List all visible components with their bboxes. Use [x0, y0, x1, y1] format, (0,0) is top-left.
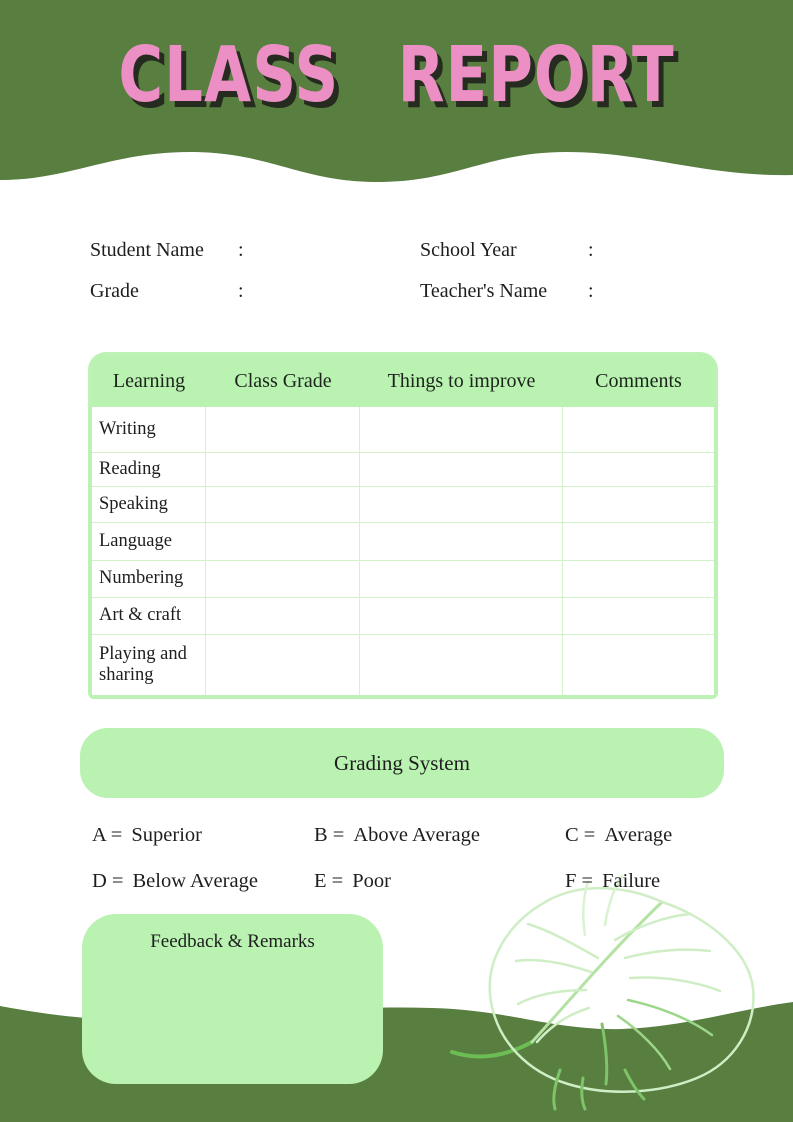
teacher-name-label: Teacher's Name — [420, 280, 548, 302]
legend-key: C = — [565, 824, 596, 846]
row-label: Language — [92, 523, 206, 561]
row-label: Writing — [92, 407, 206, 453]
grades-table — [88, 352, 718, 699]
grade-label: Grade — [90, 280, 139, 302]
grade-row — [90, 275, 400, 301]
comments-cell[interactable] — [563, 598, 714, 635]
legend-value: Superior — [131, 824, 202, 846]
legend-item-b — [314, 824, 480, 847]
legend-item-a — [92, 824, 202, 847]
comments-cell[interactable] — [563, 523, 714, 561]
legend-value: Above Average — [353, 824, 480, 846]
legend-value: Poor — [352, 870, 391, 892]
class-grade-cell[interactable] — [206, 453, 360, 487]
row-label: Speaking — [92, 487, 206, 523]
student-name-value[interactable] — [252, 234, 400, 256]
feedback-content-area[interactable] — [92, 960, 373, 1074]
class-grade-cell[interactable] — [206, 407, 360, 453]
legend-key: D = — [92, 870, 124, 892]
comments-cell[interactable] — [563, 487, 714, 523]
things-to-improve-cell[interactable] — [360, 598, 563, 635]
grading-legend — [92, 824, 752, 916]
row-label: Numbering — [92, 561, 206, 598]
row-label: Playing and sharing — [92, 635, 206, 695]
feedback-title: Feedback & Remarks — [150, 931, 315, 952]
legend-value: Average — [604, 824, 673, 846]
things-to-improve-cell[interactable] — [360, 487, 563, 523]
comments-cell[interactable] — [563, 407, 714, 453]
school-year-label: School Year — [420, 239, 517, 261]
things-to-improve-cell[interactable] — [360, 561, 563, 598]
column-header-comments: Comments — [595, 370, 682, 392]
legend-key: B = — [314, 824, 345, 846]
legend-row-1 — [92, 824, 752, 870]
grades-table-body — [92, 407, 714, 695]
colon: : — [238, 280, 244, 302]
legend-value: Failure — [602, 870, 661, 892]
column-header-learning: Learning — [112, 370, 186, 392]
school-year-value[interactable] — [602, 234, 750, 256]
class-grade-cell[interactable] — [206, 635, 360, 695]
legend-item-d — [92, 870, 258, 893]
things-to-improve-cell[interactable] — [360, 453, 563, 487]
grading-system-title: Grading System — [334, 750, 470, 775]
comments-cell[interactable] — [563, 453, 714, 487]
grading-system-banner — [80, 728, 724, 798]
row-label: Reading — [92, 453, 206, 487]
class-grade-cell[interactable] — [206, 523, 360, 561]
class-grade-cell[interactable] — [206, 487, 360, 523]
things-to-improve-cell[interactable] — [360, 635, 563, 695]
legend-value: Below Average — [132, 870, 258, 892]
feedback-box — [82, 914, 383, 1084]
student-name-label: Student Name — [90, 239, 204, 261]
student-name-row — [90, 234, 400, 260]
legend-row-2 — [92, 870, 752, 916]
legend-item-e — [314, 870, 391, 893]
colon: : — [588, 280, 594, 302]
column-header-things-to-improve: Things to improve — [387, 370, 536, 392]
class-grade-cell[interactable] — [206, 561, 360, 598]
grade-value[interactable] — [252, 275, 400, 297]
page-title: CLASS REPORT — [118, 30, 675, 120]
legend-key: A = — [92, 824, 123, 846]
comments-cell[interactable] — [563, 561, 714, 598]
things-to-improve-cell[interactable] — [360, 407, 563, 453]
things-to-improve-cell[interactable] — [360, 523, 563, 561]
legend-key: E = — [314, 870, 344, 892]
grades-table-header — [92, 356, 714, 407]
student-info-right — [420, 234, 750, 316]
row-label: Art & craft — [92, 598, 206, 635]
teacher-name-value[interactable] — [602, 275, 750, 297]
column-header-class-grade: Class Grade — [234, 370, 332, 392]
teacher-name-row — [420, 275, 750, 301]
class-grade-cell[interactable] — [206, 598, 360, 635]
school-year-row — [420, 234, 750, 260]
legend-item-c — [565, 824, 672, 847]
colon: : — [588, 239, 594, 261]
legend-item-f — [565, 870, 660, 893]
comments-cell[interactable] — [563, 635, 714, 695]
legend-key: F = — [565, 870, 594, 892]
student-info-left — [90, 234, 400, 316]
colon: : — [238, 239, 244, 261]
